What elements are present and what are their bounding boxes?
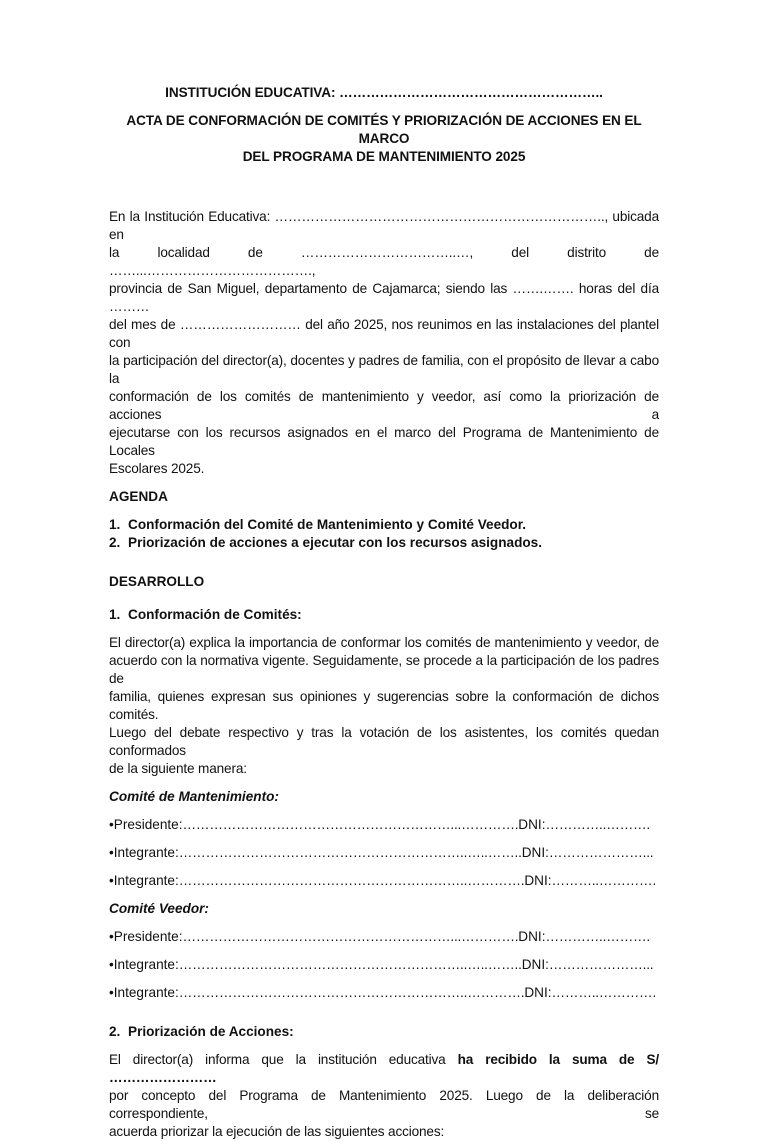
intro-line: del mes de ……………………… del año 2025, nos reunimos en las instalaciones del plantel con	[109, 317, 659, 350]
name-blank: ………………………………………………………..…..……..	[178, 957, 522, 972]
dni-blank: …………………...	[548, 845, 654, 860]
dni-label: DNI:	[521, 957, 549, 972]
committees-line: El director(a) explica la importancia de conformar los comités de mantenimiento y veedor, de	[109, 635, 659, 650]
agenda-list	[109, 516, 659, 552]
intro-line: ejecutarse con los recursos asignados en el marco del Programa de Mantenimiento de Locales	[109, 425, 659, 458]
amount-received: ha recibido la suma de S/ ……………………	[109, 1052, 659, 1085]
agenda-item-number: 1.	[109, 517, 121, 532]
intro-line: la participación del director(a), docentes y padres de familia, con el propósito de llevar a cabo la	[109, 353, 659, 386]
member-role: •Integrante:	[109, 873, 179, 888]
section-2-number: 2.	[109, 1024, 121, 1039]
agenda-item-number: 2.	[109, 535, 121, 550]
agenda-item-text: Priorización de acciones a ejecutar con los recursos asignados.	[128, 535, 543, 550]
oversight-committee-title: Comité Veedor:	[109, 901, 209, 916]
member-role: •Presidente:	[109, 817, 183, 832]
priorities-line: por concepto del Programa de Mantenimiento 2025. Luego de la deliberación correspondiente, se	[109, 1088, 659, 1121]
agenda-item-text: Conformación del Comité de Mantenimiento y Comité Veedor.	[128, 517, 527, 532]
section-1-title: Conformación de Comités:	[128, 607, 302, 622]
title-line-2: DEL PROGRAMA DE MANTENIMIENTO 2025	[242, 149, 526, 164]
member-row	[109, 984, 659, 1002]
member-row	[109, 844, 659, 862]
member-role: •Presidente:	[109, 929, 183, 944]
committees-line: acuerdo con la normativa vigente. Seguidamente, se procede a la participación de los padres de	[109, 653, 659, 686]
section-1-number: 1.	[109, 607, 121, 622]
name-blank: ………………………………………………………..………….	[178, 873, 525, 888]
intro-line: En la Institución Educativa: ……………………………………………………………….., ubicada en	[109, 209, 659, 242]
agenda-heading: AGENDA	[109, 489, 168, 504]
dni-label: DNI:	[524, 873, 552, 888]
name-blank: ………………………………………………………..…..……..	[178, 845, 522, 860]
institution-line: INSTITUCIÓN EDUCATIVA: …………………………………………………..	[165, 85, 603, 100]
committees-line: familia, quienes expresan sus opiniones y sugerencias sobre la conformación de dichos comités.	[109, 689, 659, 722]
priorities-line-normal: El director(a) informa que la institución educativa	[109, 1052, 458, 1067]
dni-blank: …………..……….	[545, 929, 650, 944]
title-line-1: ACTA DE CONFORMACIÓN DE COMITÉS Y PRIORIZACIÓN DE ACCIONES EN EL MARCO	[126, 113, 642, 146]
member-row	[109, 928, 659, 946]
member-role: •Integrante:	[109, 985, 179, 1000]
dni-blank: ………..………….	[551, 873, 657, 888]
committees-line: Luego del debate respectivo y tras la votación de los asistentes, los comités quedan conformados	[109, 725, 659, 758]
priorities-line: acuerda priorizar la ejecución de las siguientes acciones:	[109, 1124, 445, 1139]
dni-blank: ………..………….	[551, 985, 657, 1000]
committees-line: de la siguiente manera:	[109, 761, 247, 776]
member-role: •Integrante:	[109, 845, 179, 860]
member-row	[109, 872, 659, 890]
desarrollo-heading: DESARROLLO	[109, 574, 205, 589]
maintenance-committee-title: Comité de Mantenimiento:	[109, 789, 279, 804]
name-blank: ………………………………………………………..………….	[178, 985, 525, 1000]
name-blank: ……………………………………………………...………….	[182, 817, 519, 832]
priorities-line	[109, 1051, 659, 1087]
dni-label: DNI:	[518, 929, 546, 944]
agenda-item	[109, 534, 659, 552]
intro-line: Escolares 2025.	[109, 461, 205, 476]
dni-blank: …………..……….	[545, 817, 650, 832]
dni-blank: …………………...	[548, 957, 654, 972]
dni-label: DNI:	[524, 985, 552, 1000]
section-2-title: Priorización de Acciones:	[128, 1024, 294, 1039]
agenda-item	[109, 516, 659, 534]
intro-paragraph	[109, 208, 659, 478]
document-content	[109, 84, 659, 1141]
committees-paragraph	[109, 634, 659, 778]
member-role: •Integrante:	[109, 957, 179, 972]
member-row	[109, 816, 659, 834]
name-blank: ……………………………………………………...………….	[182, 929, 519, 944]
intro-line: provincia de San Miguel, departamento de Cajamarca; siendo las …….……. horas del día ………	[109, 281, 659, 314]
section-2-heading	[109, 1023, 659, 1041]
document-title	[109, 112, 659, 166]
member-row	[109, 956, 659, 974]
intro-line: conformación de los comités de mantenimiento y veedor, así como la priorización de acciones a	[109, 389, 659, 422]
intro-line: la localidad de ……………………………..…, del distrito de ……...……………………………….,	[109, 245, 659, 278]
dni-label: DNI:	[521, 845, 549, 860]
dni-label: DNI:	[518, 817, 546, 832]
priorities-paragraph	[109, 1051, 659, 1141]
section-1-heading	[109, 606, 659, 624]
